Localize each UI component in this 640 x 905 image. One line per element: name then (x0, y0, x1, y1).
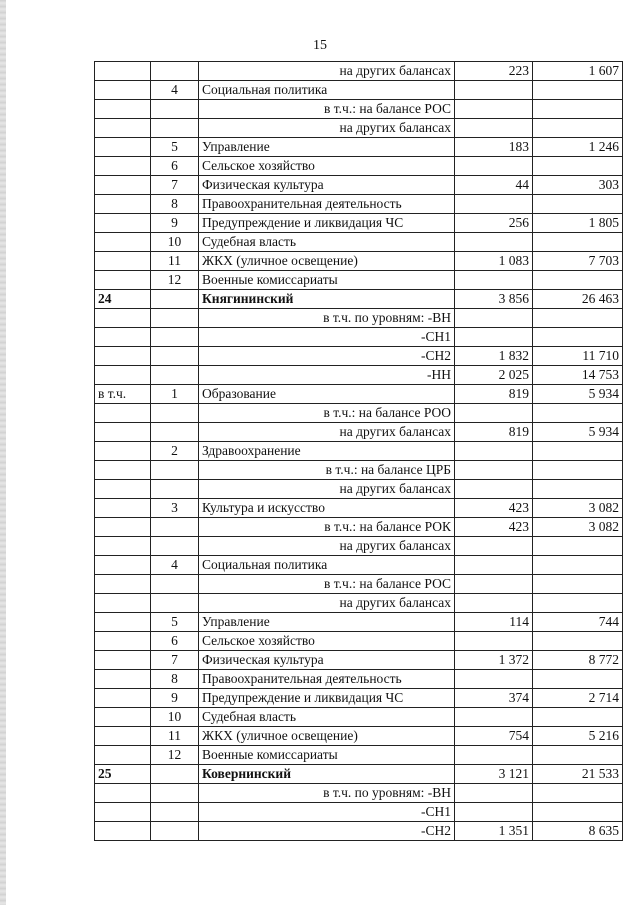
row-code-cell (95, 499, 151, 518)
row-code-cell (95, 822, 151, 841)
row-code-cell (95, 480, 151, 499)
row-value1-cell: 423 (455, 518, 533, 537)
table-row (95, 176, 623, 195)
row-value1-cell (455, 309, 533, 328)
row-number-cell (151, 518, 199, 537)
row-number-cell: 6 (151, 157, 199, 176)
row-number-cell: 3 (151, 499, 199, 518)
table-row (95, 461, 623, 480)
row-number-cell: 4 (151, 556, 199, 575)
row-value2-cell (533, 328, 623, 347)
district-row (95, 765, 623, 784)
row-code-cell (95, 328, 151, 347)
table-row (95, 727, 623, 746)
row-value2-cell: 2 714 (533, 689, 623, 708)
row-code-cell: в т.ч. (95, 385, 151, 404)
row-code-cell (95, 746, 151, 765)
row-number-cell: 10 (151, 708, 199, 727)
table-row (95, 442, 623, 461)
row-code-cell (95, 309, 151, 328)
table-row (95, 632, 623, 651)
row-number-cell: 12 (151, 746, 199, 765)
row-name-cell: на других балансах (199, 480, 455, 499)
row-value2-cell (533, 708, 623, 727)
row-name-cell: в т.ч.: на балансе ЦРБ (199, 461, 455, 480)
row-number-cell (151, 309, 199, 328)
row-value1-cell: 374 (455, 689, 533, 708)
row-value2-cell: 21 533 (533, 765, 623, 784)
row-name-cell: Культура и искусство (199, 499, 455, 518)
row-value2-cell: 14 753 (533, 366, 623, 385)
row-code-cell (95, 784, 151, 803)
row-value2-cell (533, 556, 623, 575)
row-value2-cell: 5 934 (533, 423, 623, 442)
row-name-cell: -СН2 (199, 822, 455, 841)
row-value2-cell (533, 594, 623, 613)
row-value2-cell (533, 157, 623, 176)
row-value1-cell (455, 157, 533, 176)
table-row (95, 784, 623, 803)
row-value1-cell (455, 708, 533, 727)
row-code-cell (95, 347, 151, 366)
row-value1-cell (455, 404, 533, 423)
row-value2-cell: 303 (533, 176, 623, 195)
row-name-cell: Сельское хозяйство (199, 157, 455, 176)
row-value1-cell: 1 832 (455, 347, 533, 366)
row-name-cell: в т.ч.: на балансе РОК (199, 518, 455, 537)
table-row (95, 689, 623, 708)
row-code-cell (95, 518, 151, 537)
table-row (95, 271, 623, 290)
table-row (95, 328, 623, 347)
row-number-cell (151, 765, 199, 784)
row-code-cell (95, 214, 151, 233)
row-number-cell (151, 594, 199, 613)
row-number-cell (151, 461, 199, 480)
table-row (95, 670, 623, 689)
row-value1-cell: 3 856 (455, 290, 533, 309)
table-row (95, 518, 623, 537)
row-name-cell: Правоохранительная деятельность (199, 195, 455, 214)
row-value1-cell (455, 233, 533, 252)
row-number-cell (151, 366, 199, 385)
row-value1-cell (455, 442, 533, 461)
row-value1-cell: 223 (455, 62, 533, 81)
table-row (95, 556, 623, 575)
row-value1-cell (455, 81, 533, 100)
table-row (95, 594, 623, 613)
table-row (95, 157, 623, 176)
row-number-cell (151, 290, 199, 309)
row-code-cell (95, 423, 151, 442)
row-number-cell: 1 (151, 385, 199, 404)
row-code-cell (95, 689, 151, 708)
row-value1-cell (455, 461, 533, 480)
row-value2-cell (533, 195, 623, 214)
row-name-cell: на других балансах (199, 537, 455, 556)
row-code-cell (95, 556, 151, 575)
row-value1-cell (455, 670, 533, 689)
row-value2-cell: 26 463 (533, 290, 623, 309)
row-value1-cell (455, 594, 533, 613)
table-row (95, 613, 623, 632)
row-value2-cell (533, 746, 623, 765)
row-value1-cell: 3 121 (455, 765, 533, 784)
row-value2-cell (533, 404, 623, 423)
table-row (95, 404, 623, 423)
row-number-cell: 12 (151, 271, 199, 290)
row-name-cell: на других балансах (199, 62, 455, 81)
table-row (95, 347, 623, 366)
row-value2-cell (533, 461, 623, 480)
row-value1-cell (455, 100, 533, 119)
row-code-cell (95, 81, 151, 100)
row-value2-cell: 5 934 (533, 385, 623, 404)
table-row (95, 252, 623, 271)
row-number-cell (151, 480, 199, 499)
table-row (95, 81, 623, 100)
row-number-cell (151, 822, 199, 841)
table-row (95, 119, 623, 138)
budget-table-body (95, 62, 623, 841)
row-value1-cell (455, 556, 533, 575)
row-number-cell: 5 (151, 613, 199, 632)
table-row (95, 746, 623, 765)
budget-table (94, 61, 623, 841)
row-value1-cell (455, 537, 533, 556)
row-name-cell: Социальная политика (199, 81, 455, 100)
table-row (95, 195, 623, 214)
row-code-cell (95, 594, 151, 613)
row-code-cell (95, 176, 151, 195)
row-code-cell (95, 119, 151, 138)
row-value1-cell (455, 195, 533, 214)
row-name-cell: Управление (199, 613, 455, 632)
row-code-cell (95, 632, 151, 651)
row-number-cell (151, 62, 199, 81)
table-row (95, 575, 623, 594)
row-code-cell (95, 404, 151, 423)
row-value1-cell: 1 372 (455, 651, 533, 670)
row-name-cell: -СН1 (199, 328, 455, 347)
row-value2-cell (533, 480, 623, 499)
row-code-cell: 24 (95, 290, 151, 309)
row-value1-cell (455, 271, 533, 290)
scan-edge (0, 0, 6, 905)
row-number-cell: 6 (151, 632, 199, 651)
row-code-cell (95, 100, 151, 119)
row-value2-cell (533, 100, 623, 119)
row-value2-cell: 5 216 (533, 727, 623, 746)
row-name-cell: Управление (199, 138, 455, 157)
row-value2-cell: 11 710 (533, 347, 623, 366)
row-value2-cell: 3 082 (533, 518, 623, 537)
row-value1-cell: 423 (455, 499, 533, 518)
row-number-cell: 2 (151, 442, 199, 461)
row-name-cell: на других балансах (199, 423, 455, 442)
row-value2-cell: 744 (533, 613, 623, 632)
table-row (95, 651, 623, 670)
row-name-cell: на других балансах (199, 119, 455, 138)
row-code-cell (95, 157, 151, 176)
row-number-cell: 9 (151, 214, 199, 233)
row-code-cell (95, 803, 151, 822)
row-code-cell (95, 271, 151, 290)
row-code-cell: 25 (95, 765, 151, 784)
table-row (95, 822, 623, 841)
table-row (95, 233, 623, 252)
row-value1-cell (455, 632, 533, 651)
row-value2-cell: 1 805 (533, 214, 623, 233)
table-row (95, 423, 623, 442)
row-value2-cell: 1 607 (533, 62, 623, 81)
row-code-cell (95, 195, 151, 214)
row-name-cell: ЖКХ (уличное освещение) (199, 252, 455, 271)
row-name-cell: на других балансах (199, 594, 455, 613)
row-number-cell: 10 (151, 233, 199, 252)
row-value2-cell (533, 271, 623, 290)
row-value1-cell (455, 328, 533, 347)
row-name-cell: Военные комиссариаты (199, 271, 455, 290)
row-code-cell (95, 138, 151, 157)
row-number-cell: 8 (151, 670, 199, 689)
row-code-cell (95, 233, 151, 252)
row-value1-cell: 44 (455, 176, 533, 195)
row-value1-cell (455, 803, 533, 822)
row-value1-cell (455, 746, 533, 765)
row-value2-cell: 3 082 (533, 499, 623, 518)
row-value2-cell: 1 246 (533, 138, 623, 157)
row-name-cell: в т.ч.: на балансе РОС (199, 575, 455, 594)
row-number-cell (151, 119, 199, 138)
row-code-cell (95, 62, 151, 81)
row-number-cell: 8 (151, 195, 199, 214)
row-value2-cell (533, 803, 623, 822)
row-name-cell: Образование (199, 385, 455, 404)
table-row (95, 309, 623, 328)
table-row (95, 100, 623, 119)
row-number-cell: 7 (151, 651, 199, 670)
row-value1-cell: 114 (455, 613, 533, 632)
row-value1-cell (455, 119, 533, 138)
row-name-cell: Физическая культура (199, 176, 455, 195)
row-code-cell (95, 575, 151, 594)
row-value2-cell (533, 632, 623, 651)
row-name-cell: Физическая культура (199, 651, 455, 670)
row-name-cell: Здравоохранение (199, 442, 455, 461)
row-number-cell: 11 (151, 252, 199, 271)
row-value2-cell: 7 703 (533, 252, 623, 271)
page-number: 15 (313, 38, 327, 53)
row-value1-cell (455, 480, 533, 499)
row-number-cell (151, 784, 199, 803)
row-name-cell: Предупреждение и ликвидация ЧС (199, 214, 455, 233)
row-value1-cell (455, 575, 533, 594)
row-name-cell: -СН2 (199, 347, 455, 366)
row-number-cell: 5 (151, 138, 199, 157)
row-value1-cell: 256 (455, 214, 533, 233)
row-name-cell: -НН (199, 366, 455, 385)
row-number-cell (151, 328, 199, 347)
table-row (95, 480, 623, 499)
row-value1-cell (455, 784, 533, 803)
row-value1-cell: 2 025 (455, 366, 533, 385)
row-number-cell (151, 537, 199, 556)
row-name-cell: Сельское хозяйство (199, 632, 455, 651)
row-value2-cell: 8 635 (533, 822, 623, 841)
row-number-cell: 11 (151, 727, 199, 746)
row-name-cell: Правоохранительная деятельность (199, 670, 455, 689)
row-name-cell: ЖКХ (уличное освещение) (199, 727, 455, 746)
row-value2-cell (533, 309, 623, 328)
table-row (95, 366, 623, 385)
row-name-cell: Судебная власть (199, 233, 455, 252)
row-number-cell: 4 (151, 81, 199, 100)
table-row (95, 62, 623, 81)
row-code-cell (95, 727, 151, 746)
table-row (95, 537, 623, 556)
row-number-cell (151, 347, 199, 366)
table-row (95, 385, 623, 404)
row-name-cell: в т.ч.: на балансе РОС (199, 100, 455, 119)
row-value2-cell (533, 81, 623, 100)
row-name-cell: Княгининский (199, 290, 455, 309)
district-row (95, 290, 623, 309)
row-number-cell: 7 (151, 176, 199, 195)
row-value1-cell: 1 351 (455, 822, 533, 841)
table-row (95, 499, 623, 518)
row-code-cell (95, 708, 151, 727)
row-name-cell: Предупреждение и ликвидация ЧС (199, 689, 455, 708)
row-value2-cell (533, 442, 623, 461)
row-value2-cell (533, 670, 623, 689)
row-name-cell: -СН1 (199, 803, 455, 822)
table-row (95, 214, 623, 233)
row-code-cell (95, 537, 151, 556)
row-name-cell: Ковернинский (199, 765, 455, 784)
row-name-cell: Судебная власть (199, 708, 455, 727)
row-name-cell: в т.ч. по уровням: -ВН (199, 309, 455, 328)
table-row (95, 708, 623, 727)
row-value1-cell: 819 (455, 385, 533, 404)
row-value2-cell (533, 537, 623, 556)
row-value1-cell: 1 083 (455, 252, 533, 271)
row-number-cell (151, 100, 199, 119)
row-number-cell (151, 423, 199, 442)
table-row (95, 803, 623, 822)
row-code-cell (95, 613, 151, 632)
row-number-cell (151, 803, 199, 822)
row-name-cell: Военные комиссариаты (199, 746, 455, 765)
row-code-cell (95, 651, 151, 670)
row-value1-cell: 819 (455, 423, 533, 442)
row-code-cell (95, 366, 151, 385)
row-value2-cell (533, 575, 623, 594)
row-number-cell (151, 404, 199, 423)
row-code-cell (95, 252, 151, 271)
row-value1-cell: 183 (455, 138, 533, 157)
table-row (95, 138, 623, 157)
row-value2-cell (533, 233, 623, 252)
row-code-cell (95, 442, 151, 461)
row-code-cell (95, 461, 151, 480)
row-value2-cell: 8 772 (533, 651, 623, 670)
row-name-cell: в т.ч. по уровням: -ВН (199, 784, 455, 803)
row-number-cell (151, 575, 199, 594)
row-value2-cell (533, 784, 623, 803)
row-name-cell: Социальная политика (199, 556, 455, 575)
row-code-cell (95, 670, 151, 689)
row-name-cell: в т.ч.: на балансе РОО (199, 404, 455, 423)
row-value1-cell: 754 (455, 727, 533, 746)
row-value2-cell (533, 119, 623, 138)
row-number-cell: 9 (151, 689, 199, 708)
